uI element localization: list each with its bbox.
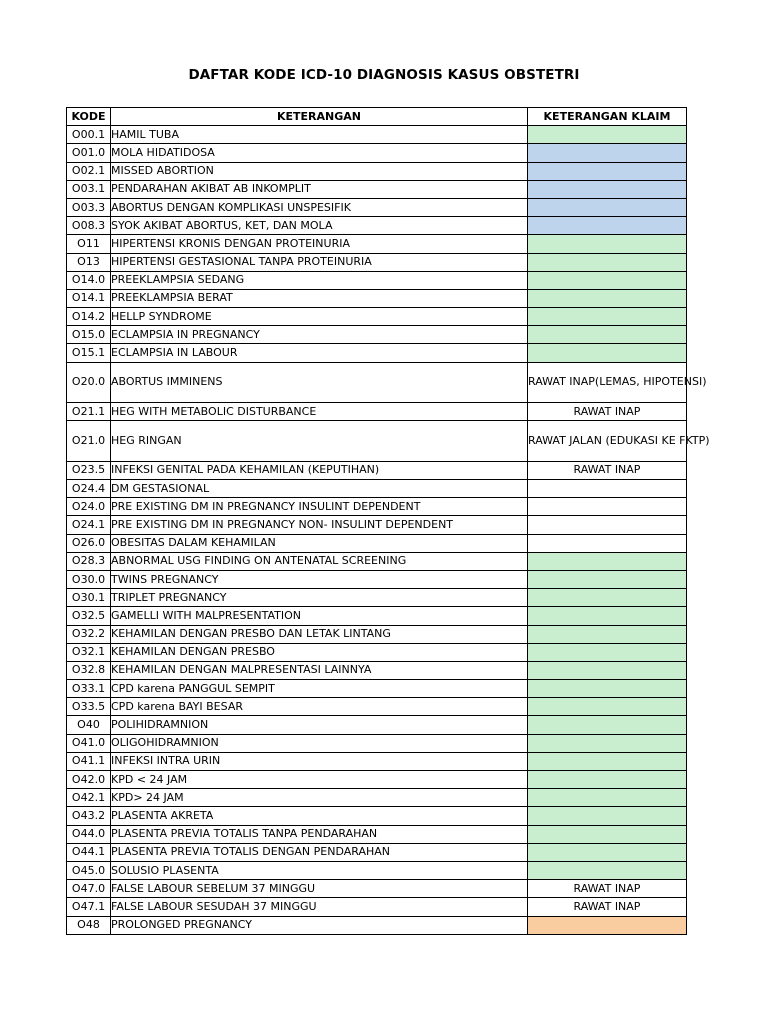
code-cell: O26.0 <box>67 534 111 552</box>
code-cell: O33.5 <box>67 698 111 716</box>
code-cell: O23.5 <box>67 461 111 479</box>
table-row <box>67 552 687 570</box>
description-cell: PREEKLAMPSIA SEDANG <box>111 271 528 289</box>
table-row <box>67 716 687 734</box>
description-cell: FALSE LABOUR SESUDAH 37 MINGGU <box>111 898 528 916</box>
code-cell: O14.0 <box>67 271 111 289</box>
table-row <box>67 843 687 861</box>
table-row <box>67 643 687 661</box>
code-cell: O15.1 <box>67 344 111 362</box>
claim-cell: RAWAT INAP <box>528 898 687 916</box>
table-row <box>67 534 687 552</box>
code-cell: O13 <box>67 253 111 271</box>
description-cell: KPD> 24 JAM <box>111 789 528 807</box>
claim-cell <box>528 643 687 661</box>
claim-cell <box>528 498 687 516</box>
claim-cell <box>528 589 687 607</box>
claim-cell <box>528 126 687 144</box>
table-row <box>67 198 687 216</box>
claim-cell <box>528 698 687 716</box>
code-cell: O00.1 <box>67 126 111 144</box>
claim-cell <box>528 344 687 362</box>
header-kode: KODE <box>67 108 111 126</box>
description-cell: HELLP SYNDROME <box>111 308 528 326</box>
page-title: DAFTAR KODE ICD-10 DIAGNOSIS KASUS OBSTETRI <box>188 67 580 83</box>
claim-cell <box>528 271 687 289</box>
description-cell: ECLAMPSIA IN LABOUR <box>111 344 528 362</box>
description-cell: SOLUSIO PLASENTA <box>111 861 528 879</box>
icd-table <box>66 107 710 935</box>
code-cell: O24.0 <box>67 498 111 516</box>
claim-cell <box>528 843 687 861</box>
table-row <box>67 344 687 362</box>
description-cell: DM GESTASIONAL <box>111 480 528 498</box>
code-cell: O47.1 <box>67 898 111 916</box>
description-cell: OLIGOHIDRAMNION <box>111 734 528 752</box>
claim-cell <box>528 861 687 879</box>
claim-cell <box>528 607 687 625</box>
table-row <box>67 570 687 588</box>
table-row <box>67 880 687 898</box>
code-cell: O11 <box>67 235 111 253</box>
claim-cell <box>528 789 687 807</box>
description-cell: ABORTUS IMMINENS <box>111 362 528 403</box>
table-row <box>67 180 687 198</box>
claim-cell <box>528 734 687 752</box>
description-cell: KEHAMILAN DENGAN PRESBO DAN LETAK LINTANG <box>111 625 528 643</box>
table-row <box>67 217 687 235</box>
description-cell: PLASENTA PREVIA TOTALIS TANPA PENDARAHAN <box>111 825 528 843</box>
code-cell: O14.1 <box>67 289 111 307</box>
table-row <box>67 625 687 643</box>
table-row <box>67 607 687 625</box>
code-cell: O32.5 <box>67 607 111 625</box>
code-cell: O43.2 <box>67 807 111 825</box>
table-row <box>67 480 687 498</box>
claim-cell <box>528 235 687 253</box>
claim-cell <box>528 680 687 698</box>
description-cell: HIPERTENSI GESTASIONAL TANPA PROTEINURIA <box>111 253 528 271</box>
description-cell: POLIHIDRAMNION <box>111 716 528 734</box>
code-cell: O41.1 <box>67 752 111 770</box>
table-row <box>67 126 687 144</box>
claim-cell <box>528 716 687 734</box>
code-cell: O30.0 <box>67 570 111 588</box>
table-row <box>67 308 687 326</box>
claim-cell: RAWAT JALAN (EDUKASI KE FKTP) <box>528 421 687 462</box>
claim-cell <box>528 916 687 934</box>
code-cell: O01.0 <box>67 144 111 162</box>
table-row <box>67 861 687 879</box>
claim-cell <box>528 308 687 326</box>
description-cell: PROLONGED PREGNANCY <box>111 916 528 934</box>
claim-cell <box>528 825 687 843</box>
description-cell: ECLAMPSIA IN PREGNANCY <box>111 326 528 344</box>
description-cell: PENDARAHAN AKIBAT AB INKOMPLIT <box>111 180 528 198</box>
table-row <box>67 752 687 770</box>
description-cell: MOLA HIDATIDOSA <box>111 144 528 162</box>
table-row <box>67 734 687 752</box>
claim-cell <box>528 198 687 216</box>
header-keterangan: KETERANGAN <box>111 108 528 126</box>
code-cell: O21.0 <box>67 421 111 462</box>
code-cell: O47.0 <box>67 880 111 898</box>
description-cell: INFEKSI INTRA URIN <box>111 752 528 770</box>
claim-cell <box>528 534 687 552</box>
code-cell: O33.1 <box>67 680 111 698</box>
description-cell: OBESITAS DALAM KEHAMILAN <box>111 534 528 552</box>
code-cell: O48 <box>67 916 111 934</box>
description-cell: KEHAMILAN DENGAN PRESBO <box>111 643 528 661</box>
description-cell: FALSE LABOUR SEBELUM 37 MINGGU <box>111 880 528 898</box>
code-cell: O44.1 <box>67 843 111 861</box>
claim-cell <box>528 570 687 588</box>
description-cell: TRIPLET PREGNANCY <box>111 589 528 607</box>
table-row <box>67 461 687 479</box>
description-cell: KEHAMILAN DENGAN MALPRESENTASI LAINNYA <box>111 661 528 679</box>
table-row <box>67 235 687 253</box>
description-cell: PRE EXISTING DM IN PREGNANCY NON- INSULINT DEPENDENT <box>111 516 528 534</box>
claim-cell <box>528 771 687 789</box>
code-cell: O24.4 <box>67 480 111 498</box>
table-row <box>67 661 687 679</box>
description-cell: GAMELLI WITH MALPRESENTATION <box>111 607 528 625</box>
code-cell: O42.1 <box>67 789 111 807</box>
table-row <box>67 421 687 462</box>
claim-cell <box>528 326 687 344</box>
code-cell: O42.0 <box>67 771 111 789</box>
code-cell: O28.3 <box>67 552 111 570</box>
table-row <box>67 516 687 534</box>
claim-cell <box>528 162 687 180</box>
claim-cell <box>528 253 687 271</box>
claim-cell: RAWAT INAP <box>528 461 687 479</box>
description-cell: ABORTUS DENGAN KOMPLIKASI UNSPESIFIK <box>111 198 528 216</box>
table-row <box>67 898 687 916</box>
description-cell: KPD < 24 JAM <box>111 771 528 789</box>
table-row <box>67 916 687 934</box>
code-cell: O14.2 <box>67 308 111 326</box>
claim-cell <box>528 807 687 825</box>
table-row <box>67 771 687 789</box>
table-row <box>67 680 687 698</box>
table-row <box>67 326 687 344</box>
description-cell: MISSED ABORTION <box>111 162 528 180</box>
claim-cell <box>528 180 687 198</box>
table-row <box>67 289 687 307</box>
description-cell: CPD karena BAYI BESAR <box>111 698 528 716</box>
table-row <box>67 589 687 607</box>
table-row <box>67 825 687 843</box>
code-cell: O32.8 <box>67 661 111 679</box>
code-cell: O41.0 <box>67 734 111 752</box>
code-cell: O08.3 <box>67 217 111 235</box>
table-row <box>67 162 687 180</box>
code-cell: O15.0 <box>67 326 111 344</box>
description-cell: PREEKLAMPSIA BERAT <box>111 289 528 307</box>
claim-cell <box>528 516 687 534</box>
code-cell: O21.1 <box>67 403 111 421</box>
description-cell: HEG RINGAN <box>111 421 528 462</box>
description-cell: INFEKSI GENITAL PADA KEHAMILAN (KEPUTIHAN) <box>111 461 528 479</box>
table-row <box>67 789 687 807</box>
table-row <box>67 362 687 403</box>
description-cell: PRE EXISTING DM IN PREGNANCY INSULINT DEPENDENT <box>111 498 528 516</box>
claim-cell: RAWAT INAP(LEMAS, HIPOTENSI) <box>528 362 687 403</box>
table-row <box>67 498 687 516</box>
code-cell: O32.2 <box>67 625 111 643</box>
claim-cell <box>528 661 687 679</box>
code-cell: O30.1 <box>67 589 111 607</box>
description-cell: ABNORMAL USG FINDING ON ANTENATAL SCREENING <box>111 552 528 570</box>
description-cell: HEG WITH METABOLIC DISTURBANCE <box>111 403 528 421</box>
claim-cell: RAWAT INAP <box>528 880 687 898</box>
table-row <box>67 271 687 289</box>
claim-cell: RAWAT INAP <box>528 403 687 421</box>
code-cell: O45.0 <box>67 861 111 879</box>
description-cell: CPD karena PANGGUL SEMPIT <box>111 680 528 698</box>
description-cell: PLASENTA PREVIA TOTALIS DENGAN PENDARAHAN <box>111 843 528 861</box>
claim-cell <box>528 625 687 643</box>
code-cell: O44.0 <box>67 825 111 843</box>
table-row <box>67 144 687 162</box>
description-cell: HAMIL TUBA <box>111 126 528 144</box>
table-header-row <box>67 108 687 126</box>
code-cell: O24.1 <box>67 516 111 534</box>
table-row <box>67 253 687 271</box>
code-cell: O20.0 <box>67 362 111 403</box>
claim-cell <box>528 289 687 307</box>
code-cell: O32.1 <box>67 643 111 661</box>
description-cell: SYOK AKIBAT ABORTUS, KET, DAN MOLA <box>111 217 528 235</box>
code-cell: O03.1 <box>67 180 111 198</box>
code-cell: O02.1 <box>67 162 111 180</box>
description-cell: TWINS PREGNANCY <box>111 570 528 588</box>
claim-cell <box>528 752 687 770</box>
code-cell: O03.3 <box>67 198 111 216</box>
claim-cell <box>528 144 687 162</box>
claim-cell <box>528 480 687 498</box>
table-row <box>67 807 687 825</box>
description-cell: PLASENTA AKRETA <box>111 807 528 825</box>
description-cell: HIPERTENSI KRONIS DENGAN PROTEINURIA <box>111 235 528 253</box>
table-row <box>67 403 687 421</box>
header-keterangan-klaim: KETERANGAN KLAIM <box>528 108 687 126</box>
claim-cell <box>528 217 687 235</box>
claim-cell <box>528 552 687 570</box>
table-row <box>67 698 687 716</box>
code-cell: O40 <box>67 716 111 734</box>
